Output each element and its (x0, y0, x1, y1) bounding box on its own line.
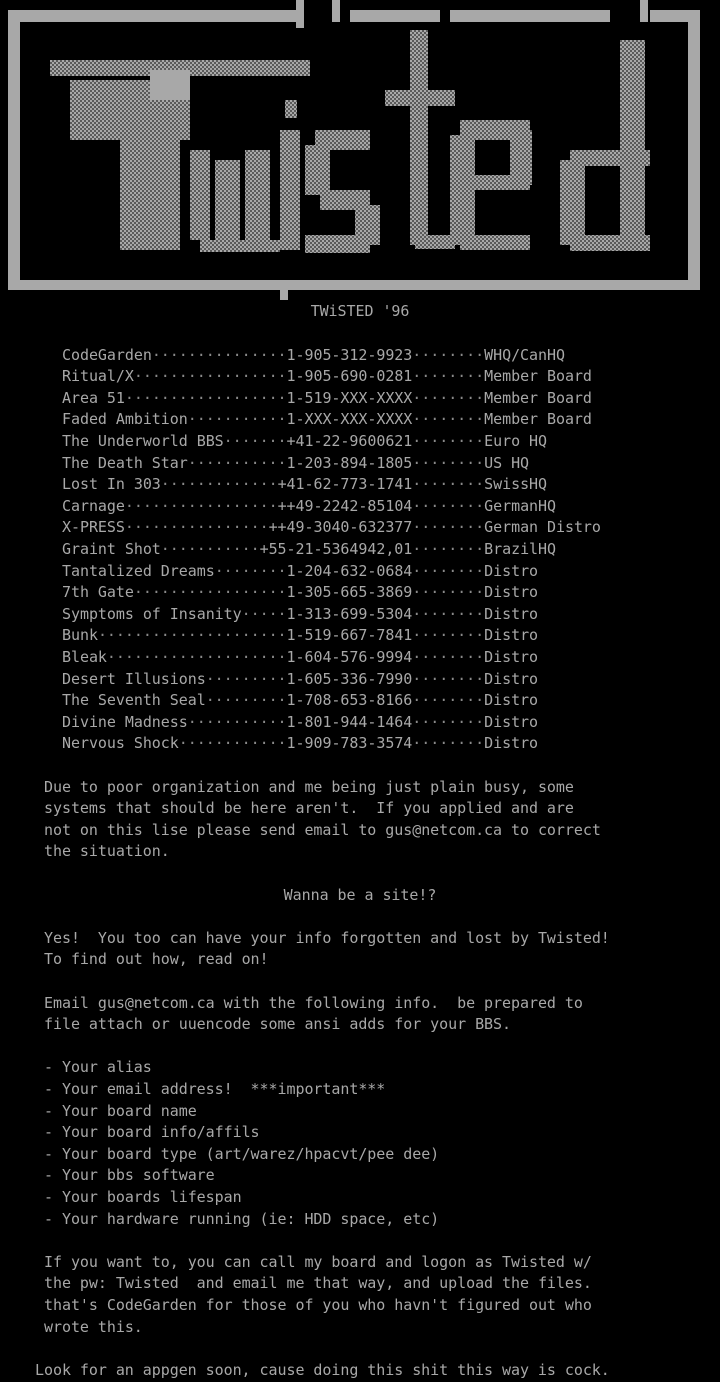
leader-dots: ···················· (106, 647, 287, 666)
bbs-row (62, 517, 601, 539)
leader-dots: ········ (412, 475, 485, 494)
footer-text: Look for an appgen soon, cause doing this shit this way is cock. (35, 1360, 610, 1379)
bbs-name: The Seventh Seal (62, 691, 206, 710)
bbs-number: ++49-3040-632377 (268, 518, 413, 537)
section-heading: Wanna be a site!? (283, 885, 437, 904)
leader-dots: ··············· (151, 345, 287, 364)
bbs-name: Symptoms of Insanity (62, 604, 242, 623)
bbs-name: Carnage (62, 496, 125, 515)
leader-dots: ················ (124, 518, 269, 537)
leader-dots: ········ (412, 604, 485, 623)
bbs-number: 1-905-690-0281 (286, 367, 413, 386)
paragraph-line: Yes! You too can have your info forgotten and lost by Twisted! (44, 928, 610, 947)
bbs-name: Nervous Shock (62, 734, 179, 753)
bbs-name: Faded Ambition (62, 410, 188, 429)
bbs-row (62, 496, 556, 518)
leader-dots: ················· (133, 583, 287, 602)
bbs-role: Euro HQ (484, 431, 547, 450)
bbs-number: +41-62-773-1741 (277, 475, 413, 494)
leader-dots: ········· (205, 669, 287, 688)
paragraph-line: Due to poor organization and me being just plain busy, some (44, 777, 574, 796)
bbs-role: Distro (484, 561, 539, 580)
leader-dots: ············ (178, 734, 287, 753)
bbs-number: ++49-2242-85104 (277, 496, 413, 515)
leader-dots: ················· (133, 367, 287, 386)
bbs-role: SwissHQ (484, 475, 548, 494)
leader-dots: ··········· (187, 453, 287, 472)
leader-dots: ··········· (187, 712, 287, 731)
bbs-number: 1-519-XXX-XXXX (286, 388, 413, 407)
requirement-item: - Your alias (44, 1058, 152, 1077)
bbs-number: 1-305-665-3869 (286, 583, 413, 602)
bbs-name: Bleak (62, 647, 107, 666)
bbs-name: Tantalized Dreams (62, 561, 215, 580)
bbs-row (62, 431, 547, 453)
bbs-number: 1-605-336-7990 (286, 669, 413, 688)
leader-dots: ········ (412, 669, 485, 688)
leader-dots: ··········· (160, 539, 260, 558)
leader-dots: ······· (223, 431, 287, 450)
twisted-ansi-logo (0, 0, 720, 300)
paragraph-line: Email gus@netcom.ca with the following info. be prepared to (44, 993, 583, 1012)
paragraph-line: the pw: Twisted and email me that way, and upload the files. (44, 1274, 592, 1293)
leader-dots: ········ (214, 561, 287, 580)
bbs-name: Area 51 (62, 388, 125, 407)
bbs-row (62, 690, 538, 712)
bbs-number: 1-204-632-0684 (286, 561, 413, 580)
bbs-name: Bunk (62, 626, 98, 645)
leader-dots: ········ (412, 518, 485, 537)
bbs-name: Desert Illusions (62, 669, 206, 688)
paragraph-line: the situation. (44, 842, 170, 861)
requirement-item: - Your email address! ***important*** (44, 1079, 386, 1098)
bbs-role: GermanHQ (484, 496, 556, 515)
requirement-item: - Your board name (44, 1101, 197, 1120)
bbs-role: Distro (484, 712, 539, 731)
requirement-item: - Your board info/affils (44, 1123, 260, 1142)
bbs-row (62, 366, 592, 388)
bbs-row (62, 625, 538, 647)
bbs-role: Distro (484, 669, 539, 688)
bbs-number: 1-909-783-3574 (286, 734, 413, 753)
leader-dots: ··········· (187, 410, 287, 429)
bbs-name: Ritual/X (62, 367, 134, 386)
leader-dots: ········ (412, 561, 485, 580)
bbs-row (62, 604, 538, 626)
bbs-role: Distro (484, 734, 539, 753)
bbs-role: BrazilHQ (484, 539, 556, 558)
bbs-name: 7th Gate (62, 583, 134, 602)
paragraph-line: wrote this. (44, 1317, 143, 1336)
bbs-number: 1-708-653-8166 (286, 691, 413, 710)
bbs-row (62, 582, 538, 604)
leader-dots: ········ (412, 367, 485, 386)
bbs-role: US HQ (484, 453, 530, 472)
logo-letters (50, 30, 650, 253)
bbs-role: Distro (484, 691, 539, 710)
bbs-role: Member Board (484, 388, 592, 407)
leader-dots: ········· (205, 691, 287, 710)
leader-dots: ········ (412, 539, 485, 558)
bbs-name: The Underworld BBS (62, 431, 224, 450)
bbs-row (62, 453, 529, 475)
bbs-name: The Death Star (62, 453, 188, 472)
leader-dots: ········ (412, 388, 485, 407)
bbs-role: Distro (484, 647, 539, 666)
bbs-number: 1-905-312-9923 (286, 345, 413, 364)
bbs-number: 1-313-699-5304 (286, 604, 413, 623)
bbs-number: 1-801-944-1464 (286, 712, 413, 731)
bbs-role: WHQ/CanHQ (484, 345, 565, 364)
leader-dots: ····················· (97, 626, 287, 645)
paragraph-line: not on this lise please send email to gus@netcom.ca to correct (44, 820, 601, 839)
bbs-row (62, 561, 538, 583)
bbs-number: +41-22-9600621 (286, 431, 413, 450)
bbs-role: German Distro (484, 518, 601, 537)
leader-dots: ········ (412, 734, 485, 753)
bbs-number: 1-203-894-1805 (286, 453, 413, 472)
leader-dots: ········ (412, 647, 485, 666)
bbs-number: 1-XXX-XXX-XXXX (286, 410, 413, 429)
paragraph-line: file attach or uuencode some ansi adds for your BBS. (44, 1015, 512, 1034)
bbs-row (62, 712, 538, 734)
requirement-item: - Your bbs software (44, 1166, 215, 1185)
leader-dots: ····· (241, 604, 287, 623)
leader-dots: ········ (412, 496, 485, 515)
bbs-name: X-PRESS (62, 518, 125, 537)
paragraph-line: that's CodeGarden for those of you who havn't figured out who (44, 1295, 592, 1314)
paragraph-line: If you want to, you can call my board and logon as Twisted w/ (44, 1252, 592, 1271)
paragraph-line: To find out how, read on! (44, 950, 269, 969)
bbs-name: Divine Madness (62, 712, 188, 731)
bbs-role: Member Board (484, 367, 592, 386)
bbs-row (62, 474, 547, 496)
bbs-number: 1-519-667-7841 (286, 626, 413, 645)
leader-dots: ········ (412, 626, 485, 645)
bbs-role: Distro (484, 583, 539, 602)
leader-dots: ········ (412, 345, 485, 364)
bbs-name: Lost In 303 (62, 475, 161, 494)
bbs-row (62, 409, 592, 431)
paragraph-line: systems that should be here aren't. If you applied and are (44, 799, 574, 818)
page-title: TWiSTED '96 (310, 302, 410, 320)
bbs-row (62, 539, 556, 561)
bbs-row (62, 647, 538, 669)
leader-dots: ········ (412, 691, 485, 710)
leader-dots: ········ (412, 431, 485, 450)
bbs-role: Distro (484, 626, 539, 645)
bbs-role: Member Board (484, 410, 592, 429)
bbs-role: Distro (484, 604, 539, 623)
bbs-number: +55-21-5364942,01 (259, 539, 413, 558)
bbs-name: Graint Shot (62, 539, 161, 558)
requirement-item: - Your boards lifespan (44, 1187, 242, 1206)
leader-dots: ········ (412, 712, 485, 731)
requirement-item: - Your board type (art/warez/hpacvt/pee dee) (44, 1144, 440, 1163)
leader-dots: ············· (160, 475, 278, 494)
bbs-row (62, 345, 565, 367)
bbs-number: 1-604-576-9994 (286, 647, 413, 666)
leader-dots: ········ (412, 453, 485, 472)
leader-dots: ········ (412, 583, 485, 602)
bbs-row (62, 733, 538, 755)
leader-dots: ················· (124, 496, 278, 515)
leader-dots: ·················· (124, 388, 287, 407)
requirement-item: - Your hardware running (ie: HDD space, etc) (44, 1209, 440, 1228)
bbs-row (62, 388, 592, 410)
bbs-name: CodeGarden (62, 345, 152, 364)
bbs-row (62, 669, 538, 691)
leader-dots: ········ (412, 410, 485, 429)
